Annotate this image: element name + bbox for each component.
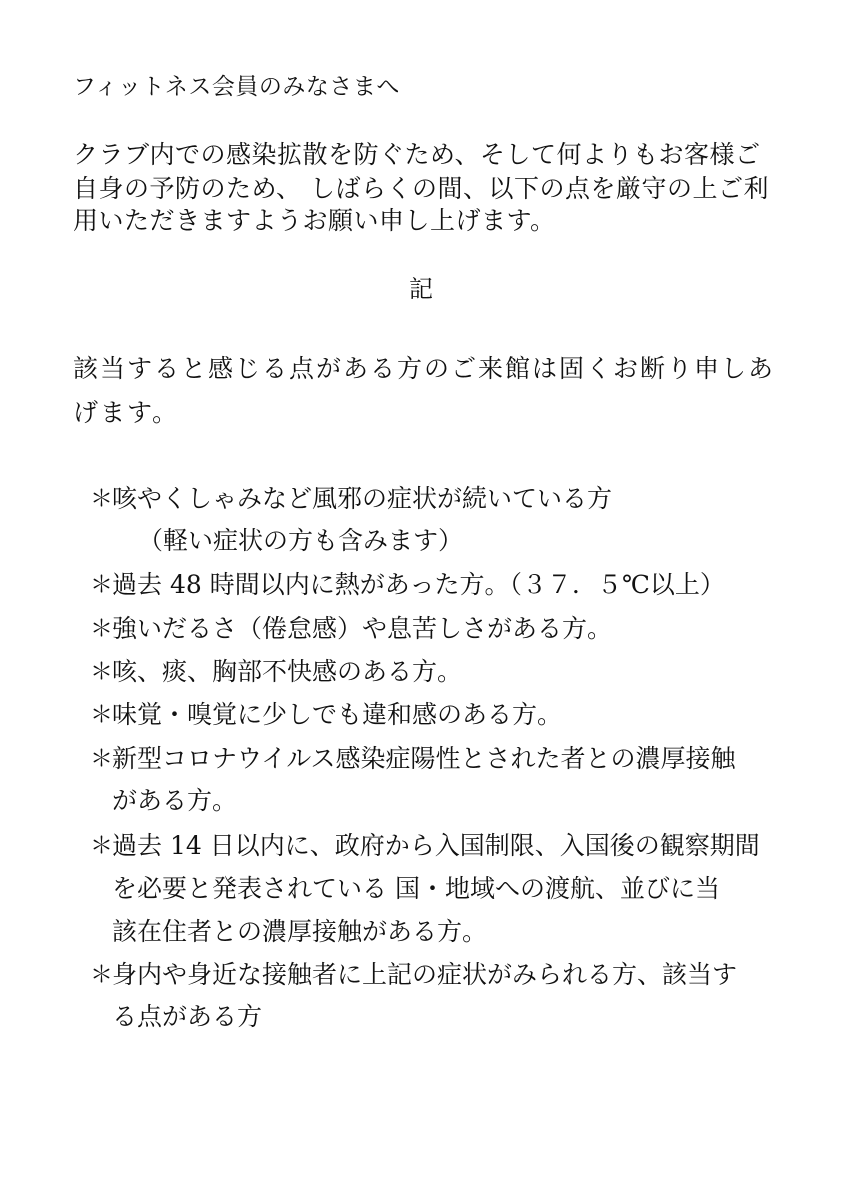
list-item-text: 新型コロナウイルス感染症陽性とされた者との濃厚接触	[112, 744, 736, 773]
list-item-text: 咳やくしゃみなど風邪の症状が続いている方	[112, 484, 613, 513]
list-item-text: 強いだるさ（倦怠感）や息苦しさがある方。	[112, 614, 613, 643]
bullet-asterisk: ＊	[90, 702, 113, 728]
bullet-asterisk: ＊	[90, 572, 113, 598]
bullet-asterisk: ＊	[90, 659, 113, 685]
list-item-text: がある方。	[112, 786, 238, 815]
bullet-asterisk: ＊	[90, 486, 113, 512]
bullet-asterisk: ＊	[90, 746, 113, 772]
ki-heading: 記	[409, 275, 434, 303]
list-item-text: 味覚・嗅覚に少しでも違和感のある方。	[112, 700, 563, 729]
list-item-text: 咳、痰、胸部不快感のある方。	[112, 657, 463, 686]
bullet-asterisk: ＊	[90, 833, 113, 859]
bullet-asterisk: ＊	[90, 616, 113, 642]
list-item-text: 該在住者との濃厚接触がある方。	[112, 917, 488, 946]
intro-line-2: 自身の予防のため、 しばらくの間、以下の点を厳守の上ご利	[73, 174, 769, 203]
intro-line-3: 用いただきますようお願い申し上げます。	[73, 206, 556, 235]
list-item-text: 過去 14 日以内に、政府から入国制限、入国後の観察期間	[112, 831, 760, 860]
salutation: フィットネス会員のみなさまへ	[73, 74, 400, 100]
list-item-text: （軽い症状の方も含みます）	[138, 526, 464, 555]
list-item-text: る点がある方	[112, 1002, 263, 1031]
list-item-text: 身内や身近な接触者に上記の症状がみられる方、該当す	[112, 960, 738, 989]
notice-line-1: 該当すると感じる点がある方のご来館は固くお断り申しあ	[73, 354, 776, 383]
list-item-text: 過去 48 時間以内に熱があった方。（３７．５℃以上）	[112, 570, 725, 599]
bullet-asterisk: ＊	[90, 962, 113, 988]
list-item-text: を必要と発表されている 国・地域への渡航、並びに当	[112, 874, 720, 903]
notice-line-2: げます。	[73, 398, 180, 427]
intro-line-1: クラブ内での感染拡散を防ぐため、そして何よりもお客様ご	[73, 140, 761, 169]
